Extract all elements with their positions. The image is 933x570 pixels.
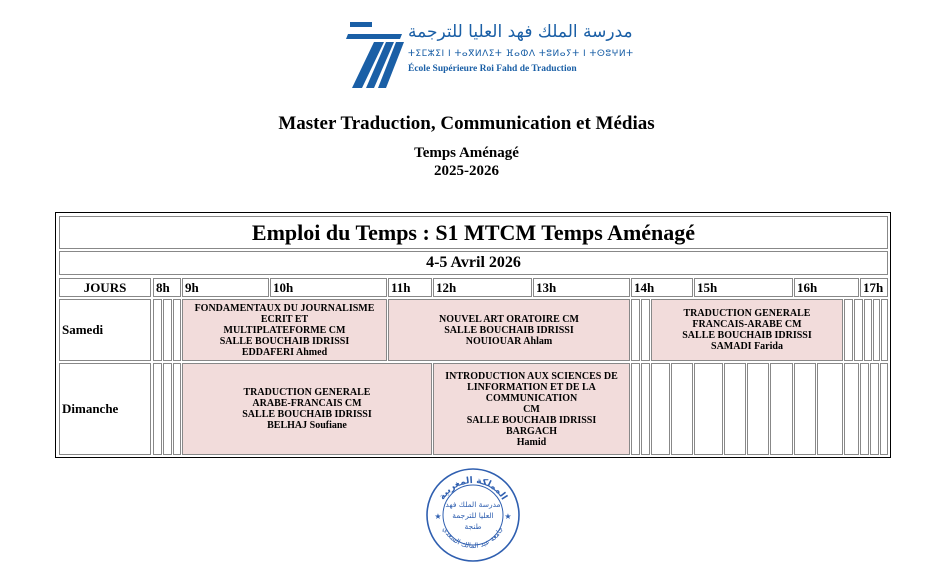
col-header-9h: 9h — [182, 278, 269, 297]
empty-slot — [864, 299, 872, 361]
empty-slot — [880, 363, 888, 455]
empty-slot — [844, 299, 853, 361]
col-header-8h: 8h — [153, 278, 181, 297]
course-block-journalisme[interactable] — [182, 299, 387, 361]
course-block-traduction-ar-fr[interactable] — [182, 363, 432, 455]
col-header-13h: 13h — [533, 278, 630, 297]
course-title: MULTIPLATEFORME CM — [223, 324, 346, 336]
col-header-15h: 15h — [694, 278, 793, 297]
col-header-14h: 14h — [631, 278, 693, 297]
stamp-star-icon: ★ — [434, 512, 442, 521]
logo-tifinagh-text: ⵜⵉⵎⵣⵉⵏ ⵏ ⵜⴰⴳⵍⴷⵉⵜ ⴼⴰⵀⴷ ⵜⵓⵍⴰⵢⵜ ⵏ ⵜⵙⵓⵖⵍⵜ — [408, 49, 634, 59]
course-room: SALLE BOUCHAIB IDRISSI — [682, 330, 812, 341]
stamp-bottom-text: جامعة عبد المالك السعدي — [441, 525, 505, 550]
empty-slot — [631, 363, 640, 455]
program-subtitle: Temps Aménagé — [414, 145, 519, 161]
course-title: ECRIT ET — [260, 313, 309, 325]
timetable — [55, 212, 891, 458]
col-header-16h: 16h — [794, 278, 859, 297]
course-teacher: BELHAJ Soufiane — [267, 420, 347, 431]
day-label-dimanche: Dimanche — [59, 363, 151, 455]
course-title: TRADUCTION GENERALE — [243, 387, 371, 398]
stamp-line-1: مدرسة الملك فهد — [445, 500, 501, 509]
empty-slot — [873, 299, 880, 361]
empty-slot — [881, 299, 888, 361]
official-stamp — [425, 467, 521, 563]
course-title: FONDAMENTAUX DU JOURNALISME — [194, 302, 375, 314]
program-title: Master Traduction, Communication et Médias — [278, 113, 655, 134]
course-title: NOUVEL ART ORATOIRE CM — [439, 313, 579, 325]
document-header — [0, 0, 933, 210]
course-teacher: Hamid — [516, 436, 547, 448]
course-type: CM — [523, 403, 540, 415]
logo-emblem-icon — [344, 22, 406, 90]
course-title: ARABE-FRANCAIS CM — [252, 398, 362, 409]
course-block-traduction-fr-ar[interactable] — [651, 299, 843, 361]
empty-slot — [641, 299, 650, 361]
empty-slot — [794, 363, 816, 455]
empty-slot — [860, 363, 869, 455]
course-room: SALLE BOUCHAIB IDRISSI — [242, 409, 372, 420]
col-header-11h: 11h — [388, 278, 432, 297]
course-teacher: SAMADI Farida — [711, 341, 783, 352]
course-title: LINFORMATION ET DE LA — [467, 381, 596, 393]
empty-slot — [747, 363, 769, 455]
empty-slot — [770, 363, 793, 455]
course-teacher: BARGACH — [505, 425, 558, 437]
course-room: SALLE BOUCHAIB IDRISSI — [466, 414, 597, 426]
logo-arabic-text: مدرسة الملك فهد العليا للترجمة — [408, 22, 633, 42]
empty-slot — [631, 299, 640, 361]
empty-slot — [163, 363, 172, 455]
col-header-17h: 17h — [860, 278, 888, 297]
empty-slot — [870, 363, 879, 455]
course-title: INTRODUCTION AUX SCIENCES DE — [445, 370, 618, 382]
timetable-date: 4-5 Avril 2026 — [59, 251, 888, 275]
day-label-samedi: Samedi — [59, 299, 151, 361]
stamp-line-2: العليا للترجمة — [452, 511, 494, 520]
empty-slot — [651, 363, 670, 455]
course-room: SALLE BOUCHAIB IDRISSI — [444, 324, 574, 336]
empty-slot — [173, 363, 181, 455]
empty-slot — [173, 299, 181, 361]
academic-year: 2025-2026 — [434, 163, 499, 179]
empty-slot — [844, 363, 859, 455]
empty-slot — [724, 363, 746, 455]
empty-slot — [153, 299, 162, 361]
empty-slot — [163, 299, 172, 361]
stamp-star-icon: ★ — [504, 512, 512, 521]
empty-slot — [671, 363, 693, 455]
course-title: COMMUNICATION — [485, 392, 578, 404]
course-title: FRANCAIS-ARABE CM — [692, 319, 802, 330]
empty-slot — [694, 363, 723, 455]
empty-slot — [153, 363, 162, 455]
stamp-outer-text: المملكة المغربية — [437, 475, 509, 502]
empty-slot — [817, 363, 843, 455]
col-header-12h: 12h — [433, 278, 532, 297]
timetable-title: Emploi du Temps : S1 MTCM Temps Aménagé — [59, 216, 888, 249]
empty-slot — [641, 363, 650, 455]
col-header-jours: JOURS — [59, 278, 151, 297]
col-header-10h: 10h — [270, 278, 387, 297]
logo-french-text: École Supérieure Roi Fahd de Traduction — [408, 64, 577, 74]
course-room: SALLE BOUCHAIB IDRISSI — [219, 335, 350, 347]
empty-slot — [854, 299, 863, 361]
school-logo — [344, 22, 634, 90]
stamp-line-3: طنجة — [464, 522, 482, 531]
course-title: TRADUCTION GENERALE — [683, 308, 811, 319]
course-teacher: EDDAFERI Ahmed — [241, 346, 328, 358]
course-block-art-oratoire[interactable] — [388, 299, 630, 361]
course-teacher: NOUIOUAR Ahlam — [465, 335, 553, 347]
course-block-sciences-information[interactable] — [433, 363, 630, 455]
